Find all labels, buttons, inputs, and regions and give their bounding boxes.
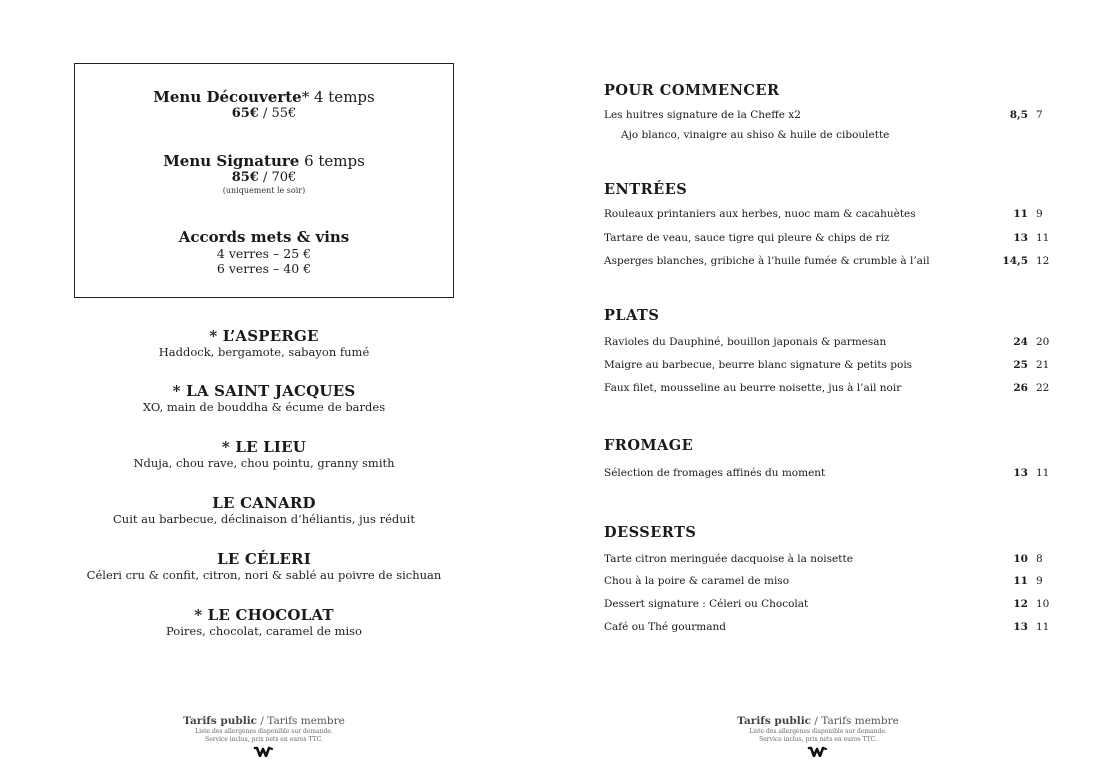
item-name: Dessert signature : Céleri ou Chocolat (604, 598, 809, 610)
w-logo-icon (253, 745, 275, 757)
price-member: 21 (1036, 359, 1050, 371)
price-public: 11 (1013, 575, 1028, 587)
price-public: 65€ (231, 106, 259, 121)
tarifs-public-label: Tarifs public (737, 715, 812, 727)
section-title: POUR COMMENCER (604, 82, 780, 99)
menu-item (604, 619, 1054, 635)
menu-item (604, 596, 1054, 612)
price-public: 26 (1013, 382, 1028, 394)
price-public: 13 (1013, 232, 1028, 244)
item-name: Tarte citron meringuée dacquoise à la noisette (604, 553, 853, 565)
dish-chocolat (60, 606, 468, 638)
item-name: Les huitres signature de la Cheffe x2 (604, 109, 801, 121)
price-public: 85€ (231, 170, 259, 185)
price-member: 10 (1036, 598, 1050, 610)
menu-item (604, 107, 1054, 123)
service-note: Service inclus, prix nets en euros TTC. (205, 736, 323, 743)
menu-note: (uniquement le soir) (222, 186, 306, 195)
item-name: Tartare de veau, sauce tigre qui pleure & chips de riz (604, 232, 890, 244)
menu-item (604, 380, 1054, 396)
section-title: FROMAGE (604, 437, 694, 454)
dish-celeri (60, 550, 468, 582)
pairing-line-2: 6 verres – 40 € (216, 261, 312, 276)
menu-item (604, 357, 1054, 373)
price-member: 70€ (271, 170, 297, 185)
menu-courses: 6 temps (299, 152, 365, 170)
wine-pairing (75, 228, 453, 276)
price-member: 22 (1036, 382, 1050, 394)
price-member: 9 (1036, 575, 1043, 587)
tarifs-membre-label: Tarifs membre (821, 715, 899, 727)
pairing-title: Accords mets & vins (178, 228, 350, 246)
menu-item (604, 573, 1054, 589)
w-logo-icon (807, 745, 829, 757)
item-name: Sélection de fromages affinés du moment (604, 467, 826, 479)
price-member: 55€ (271, 106, 297, 121)
menu-item (604, 206, 1054, 222)
dish-name: LE CANARD (212, 494, 316, 512)
menu-box (74, 63, 454, 298)
item-name: Asperges blanches, gribiche à l’huile fumée & crumble à l’ail (604, 255, 930, 267)
price-public: 8,5 (1009, 109, 1028, 121)
price-public: 13 (1013, 621, 1028, 633)
dish-asperge (60, 327, 468, 359)
menu-courses: 4 temps (309, 88, 375, 106)
price-public: 25 (1013, 359, 1028, 371)
dish-name: * L’ASPERGE (209, 327, 319, 345)
price-public: 10 (1013, 553, 1028, 565)
tarifs-public-label: Tarifs public (183, 715, 258, 727)
item-name: Café ou Thé gourmand (604, 621, 726, 633)
dish-name: LE CÉLERI (217, 550, 311, 568)
item-name: Faux filet, mousseline au beurre noisette, jus à l’ail noir (604, 382, 902, 394)
price-member: 20 (1036, 336, 1050, 348)
tarifs-membre-label: Tarifs membre (267, 715, 345, 727)
item-name: Chou à la poire & caramel de miso (604, 575, 790, 587)
price-member: 8 (1036, 553, 1043, 565)
menu-item (604, 465, 1054, 481)
service-note: Service inclus, prix nets en euros TTC. (759, 736, 877, 743)
pairing-line-1: 4 verres – 25 € (216, 246, 312, 261)
price-member: 11 (1036, 621, 1050, 633)
item-name: Rouleaux printaniers aux herbes, nuoc mam & cacahuètes (604, 208, 916, 220)
dish-desc: Nduja, chou rave, chou pointu, granny smith (133, 456, 395, 470)
allergen-note: Liste des allergènes disponible sur demande. (195, 728, 333, 735)
dish-desc: Haddock, bergamote, sabayon fumé (158, 345, 370, 359)
dish-desc: XO, main de bouddha & écume de bardes (142, 400, 386, 414)
section-title: PLATS (604, 307, 660, 324)
price-member: 11 (1036, 467, 1050, 479)
price-member: 9 (1036, 208, 1043, 220)
dish-name: * LE LIEU (221, 438, 307, 456)
price-public: 13 (1013, 467, 1028, 479)
section-title: ENTRÉES (604, 181, 688, 198)
dish-desc: Poires, chocolat, caramel de miso (166, 624, 362, 638)
footer-left: Tarifs public / Tarifs membre Liste des allergènes disponible sur demande. Service inclus, prix nets en euros TTC. (154, 715, 374, 757)
item-name: Maigre au barbecue, beurre blanc signature & petits pois (604, 359, 913, 371)
price-public: 24 (1013, 336, 1028, 348)
menu-decouverte: Menu Découverte* 4 temps 65€ / 55€ (153, 88, 375, 121)
menu-item (604, 551, 1054, 567)
menu-name: Menu Découverte (153, 88, 302, 106)
dish-lieu (60, 438, 468, 470)
price-public: 14,5 (1002, 255, 1028, 267)
item-subdesc: Ajo blanco, vinaigre au shiso & huile de ciboulette (621, 129, 890, 141)
dish-saint-jacques (60, 382, 468, 414)
menu-item (604, 230, 1054, 246)
dish-desc: Céleri cru & confit, citron, nori & sablé au poivre de sichuan (86, 568, 442, 582)
menu-name: Menu Signature (163, 152, 300, 170)
price-public: 12 (1013, 598, 1028, 610)
menu-item (604, 253, 1054, 269)
dish-canard (60, 494, 468, 526)
section-title: DESSERTS (604, 524, 697, 541)
price-member: 7 (1036, 109, 1043, 121)
menu-item (604, 334, 1054, 350)
dish-name: * LE CHOCOLAT (194, 606, 334, 624)
menu-star: * (301, 88, 310, 106)
allergen-note: Liste des allergènes disponible sur demande. (749, 728, 887, 735)
menu-signature: Menu Signature 6 temps 85€ / 70€ (uniquement le soir) (75, 152, 453, 196)
footer-right: Tarifs public / Tarifs membre Liste des allergènes disponible sur demande. Service inclus, prix nets en euros TTC. (708, 715, 928, 757)
price-member: 11 (1036, 232, 1050, 244)
price-member: 12 (1036, 255, 1050, 267)
dish-desc: Cuit au barbecue, déclinaison d’héliantis, jus réduit (113, 512, 415, 526)
dish-name: * LA SAINT JACQUES (172, 382, 356, 400)
item-name: Ravioles du Dauphiné, bouillon japonais & parmesan (604, 336, 887, 348)
price-public: 11 (1013, 208, 1028, 220)
